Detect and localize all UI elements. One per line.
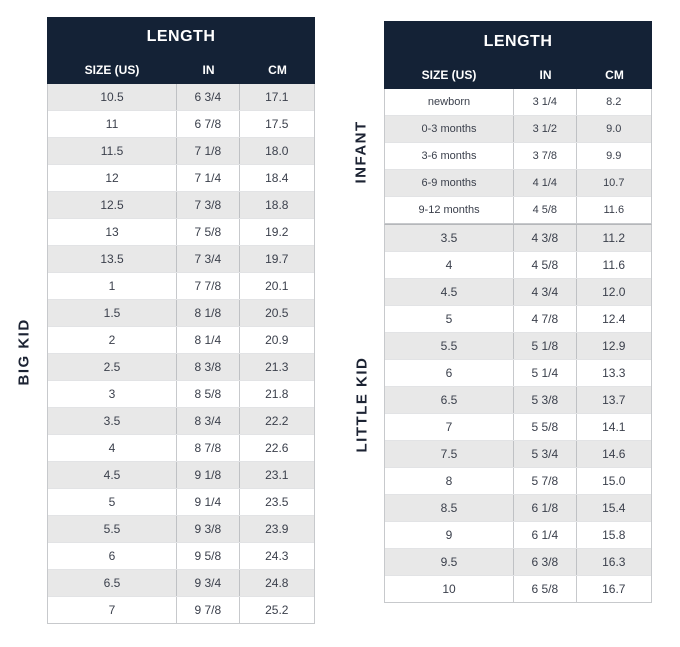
table-row [48,273,314,300]
size-cell: 9-12 months [385,197,514,223]
little-kid-table-header [384,21,652,89]
cm-cell: 13.3 [602,366,626,380]
inches-cell: 5 3/4 [514,441,577,467]
size-cell: 12 [48,165,177,191]
big-kid-table-body [47,84,315,624]
table-row [385,360,651,387]
inches-cell: 5 7/8 [514,468,577,494]
cm-cell: 24.8 [265,576,289,590]
cm-cell: 12.0 [602,285,626,299]
size-us-column-header: SIZE (US) [421,68,477,82]
cm-cell: 25.2 [265,603,289,617]
size-cell: 3 [48,381,177,407]
size-cell: 13.5 [48,246,177,272]
size-cell: 6.5 [48,570,177,596]
big-kid-length-title: LENGTH [146,28,216,45]
table-row [48,543,314,570]
inches-cell: 5 1/8 [514,333,577,359]
size-cell: 6.5 [385,387,514,413]
size-cell: 0-3 months [385,116,514,142]
inches-cell: 7 1/8 [177,138,240,164]
size-cell: 7 [48,597,177,623]
little-kid-length-title: LENGTH [483,33,553,50]
inches-cell: 4 3/4 [514,279,577,305]
inches-cell: 7 7/8 [177,273,240,299]
size-cell: 4.5 [385,279,514,305]
table-row [385,522,651,549]
inches-cell: 9 5/8 [177,543,240,569]
inches-cell: 9 1/8 [177,462,240,488]
inches-cell: 8 3/8 [177,354,240,380]
size-cell: 5 [48,489,177,515]
table-row [385,279,651,306]
inches-cell: 4 1/4 [514,170,577,196]
inches-cell: 6 7/8 [177,111,240,137]
inches-cell: 6 3/4 [177,84,240,110]
table-row [48,354,314,381]
cm-cell: 21.8 [265,387,289,401]
size-cell: 6 [385,360,514,386]
inches-cell: 5 5/8 [514,414,577,440]
cm-cell: 16.3 [602,555,626,569]
size-cell: 7 [385,414,514,440]
cm-cell: 17.5 [265,117,289,131]
inches-cell: 6 1/8 [514,495,577,521]
big-kid-size-table [47,17,315,624]
table-row [385,549,651,576]
cm-cell: 8.2 [606,96,622,108]
cm-cell: 19.7 [265,252,289,266]
cm-cell: 19.2 [265,225,289,239]
size-cell: newborn [385,89,514,115]
size-cell: 8.5 [385,495,514,521]
cm-cell: 11.6 [603,204,625,216]
table-row [385,576,651,602]
inches-cell: 9 7/8 [177,597,240,623]
inches-cell: 8 1/8 [177,300,240,326]
inches-cell: 3 7/8 [514,143,577,169]
cm-cell: 11.2 [602,231,626,245]
table-row [48,111,314,138]
inches-cell: 7 3/8 [177,192,240,218]
cm-cell: 9.0 [606,123,622,135]
cm-cell: 23.5 [265,495,289,509]
big-kid-column-headers [47,57,315,84]
inches-cell: 5 3/8 [514,387,577,413]
table-row [48,165,314,192]
table-row [385,306,651,333]
size-us-column-header: SIZE (US) [84,63,140,77]
size-cell: 10.5 [48,84,177,110]
size-cell: 12.5 [48,192,177,218]
inches-cell: 6 5/8 [514,576,577,602]
size-cell: 6 [48,543,177,569]
table-row [385,468,651,495]
size-cell: 3.5 [385,225,514,251]
table-row [385,225,651,252]
size-cell: 13 [48,219,177,245]
size-cell: 9 [385,522,514,548]
size-cell: 10 [385,576,514,602]
table-row [48,435,314,462]
table-row [385,252,651,279]
cm-cell: 16.7 [602,582,626,596]
inches-cell: 7 1/4 [177,165,240,191]
little-kid-column-headers [384,62,652,89]
cm-cell: 22.2 [265,414,289,428]
cm-cell: 11.6 [602,258,626,272]
little-kid-label: LITTLE KID [353,356,371,453]
size-cell: 2.5 [48,354,177,380]
inches-cell: 9 1/4 [177,489,240,515]
cm-cell: 15.4 [602,501,626,515]
size-cell: 1.5 [48,300,177,326]
inches-cell: 4 5/8 [514,197,577,223]
big-kid-table-header [47,17,315,84]
size-cell: 5 [385,306,514,332]
cm-cell: 14.6 [602,447,626,461]
infant-little-kid-size-table [384,21,652,603]
table-row [385,89,651,116]
cm-column-header: CM [268,63,287,77]
inches-cell: 9 3/4 [177,570,240,596]
size-cell: 11 [48,111,177,137]
size-cell: 3-6 months [385,143,514,169]
cm-cell: 24.3 [265,549,289,563]
inches-cell: 9 3/8 [177,516,240,542]
inches-cell: 8 7/8 [177,435,240,461]
inches-cell: 4 7/8 [514,306,577,332]
size-cell: 4 [385,252,514,278]
cm-column-header: CM [605,68,624,82]
inches-cell: 8 3/4 [177,408,240,434]
cm-cell: 12.4 [602,312,626,326]
inches-cell: 4 5/8 [514,252,577,278]
size-cell: 3.5 [48,408,177,434]
inches-cell: 3 1/4 [514,89,577,115]
table-row [385,170,651,197]
table-row [48,489,314,516]
big-kid-label: BIG KID [15,318,33,386]
size-cell: 2 [48,327,177,353]
table-row [48,381,314,408]
size-cell: 5.5 [48,516,177,542]
cm-cell: 17.1 [265,90,289,104]
in-column-header: IN [539,68,552,82]
table-row [385,441,651,468]
table-row [48,138,314,165]
cm-cell: 23.1 [265,468,289,482]
size-cell: 11.5 [48,138,177,164]
table-row [48,327,314,354]
table-row [385,143,651,170]
in-column-header: IN [202,63,215,77]
infant-table-body [384,89,652,224]
size-cell: 4.5 [48,462,177,488]
table-row [385,495,651,522]
size-cell: 5.5 [385,333,514,359]
size-cell: 6-9 months [385,170,514,196]
little-kid-table-body [384,224,652,603]
inches-cell: 4 3/8 [514,225,577,251]
table-row [48,219,314,246]
table-row [48,570,314,597]
cm-cell: 21.3 [265,360,289,374]
inches-cell: 6 1/4 [514,522,577,548]
cm-cell: 20.1 [265,279,289,293]
cm-cell: 10.7 [603,177,625,189]
inches-cell: 8 1/4 [177,327,240,353]
table-row [385,414,651,441]
inches-cell: 6 3/8 [514,549,577,575]
cm-cell: 20.5 [265,306,289,320]
cm-cell: 18.0 [265,144,289,158]
cm-cell: 22.6 [265,441,289,455]
cm-cell: 20.9 [265,333,289,347]
infant-label: INFANT [352,120,370,184]
table-row [48,192,314,219]
table-row [48,300,314,327]
table-row [48,462,314,489]
table-row [48,516,314,543]
inches-cell: 8 5/8 [177,381,240,407]
table-row [48,408,314,435]
size-cell: 8 [385,468,514,494]
table-row [48,84,314,111]
table-row [48,597,314,623]
size-cell: 1 [48,273,177,299]
size-cell: 9.5 [385,549,514,575]
cm-cell: 15.0 [602,474,626,488]
cm-cell: 18.4 [265,171,289,185]
table-row [385,116,651,143]
cm-cell: 23.9 [265,522,289,536]
inches-cell: 7 5/8 [177,219,240,245]
inches-cell: 5 1/4 [514,360,577,386]
inches-cell: 3 1/2 [514,116,577,142]
cm-cell: 14.1 [602,420,626,434]
inches-cell: 7 3/4 [177,246,240,272]
cm-cell: 13.7 [602,393,626,407]
cm-cell: 15.8 [602,528,626,542]
table-row [385,387,651,414]
table-row [385,197,651,223]
cm-cell: 12.9 [602,339,626,353]
size-cell: 4 [48,435,177,461]
table-row [385,333,651,360]
cm-cell: 9.9 [606,150,622,162]
cm-cell: 18.8 [265,198,289,212]
size-cell: 7.5 [385,441,514,467]
table-row [48,246,314,273]
